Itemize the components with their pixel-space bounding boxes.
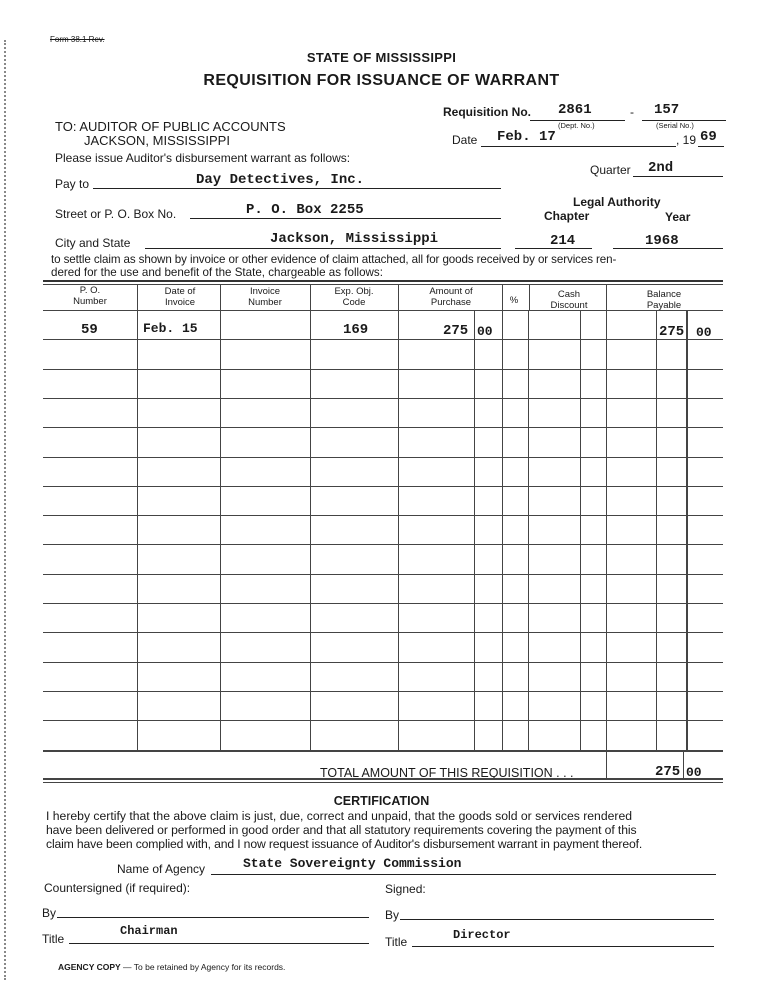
table-cents-divider [687, 310, 688, 750]
legal-year-value: 1968 [645, 233, 679, 249]
table-bottom-rule [43, 778, 723, 780]
quarter-line [633, 176, 723, 177]
table-row-rule [43, 574, 723, 575]
header-balance-payable: Balance Payable [646, 289, 682, 311]
row1-amount-cents: 00 [477, 324, 493, 339]
agency-label: Name of Agency [117, 862, 206, 876]
signed-title-label: Title [385, 935, 408, 949]
punch-hole-edge [4, 40, 6, 980]
total-dollars: 275 [655, 764, 681, 780]
table-header-divider [529, 284, 530, 310]
header-amount-of-purchase: Amount of Purchase [429, 286, 473, 308]
street-value: P. O. Box 2255 [246, 202, 364, 218]
row1-balance-dollars: 275 [659, 324, 685, 340]
dept-no-value: 2861 [558, 102, 592, 118]
header-exp-obj-code: Exp. Obj. Code [334, 286, 374, 308]
table-header-divider [310, 284, 311, 310]
row1-invoice-date: Feb. 15 [143, 321, 198, 336]
row1-balance-cents: 00 [696, 325, 712, 340]
table-top-rule-2 [43, 284, 723, 285]
city-value: Jackson, Mississippi [270, 231, 439, 247]
instruction-text: Please issue Auditor's disbursement warrant as follows: [55, 151, 351, 165]
header-percent: % [509, 295, 519, 306]
requisition-label: Requisition No. [443, 105, 531, 119]
pay-to-value: Day Detectives, Inc. [196, 172, 365, 188]
table-header-divider [137, 284, 138, 310]
table-column-divider [528, 310, 529, 750]
header-invoice-number: Invoice Number [248, 286, 282, 308]
requisition-dash: - [630, 105, 634, 119]
footer-copy-text: — To be retained by Agency for its records. [123, 962, 286, 972]
signed-title-value: Director [453, 928, 511, 942]
footer-copy-label: AGENCY COPY [58, 962, 121, 972]
table-row-rule [43, 603, 723, 604]
table-row-rule [43, 691, 723, 692]
settle-text-1: to settle claim as shown by invoice or other evidence of claim attached, all for goods received by or services ren- [51, 253, 617, 266]
header-date-of-invoice: Date of Invoice [164, 286, 196, 308]
table-header-divider [398, 284, 399, 310]
table-bottom-rule-2 [43, 782, 723, 783]
table-column-divider [606, 310, 607, 750]
quarter-value: 2nd [648, 160, 674, 176]
table-column-divider [220, 310, 221, 750]
table-column-divider [310, 310, 311, 750]
year-label: Year [665, 210, 691, 224]
countersign-title-label: Title [42, 932, 65, 946]
table-cents-divider [474, 310, 475, 750]
table-row-rule [43, 662, 723, 663]
to-line-2: JACKSON, MISSISSIPPI [84, 133, 230, 148]
chapter-value: 214 [550, 233, 576, 249]
city-label: City and State [55, 236, 131, 250]
date-year-line [698, 146, 724, 147]
quarter-label: Quarter [590, 163, 631, 177]
pay-to-label: Pay to [55, 177, 90, 191]
table-row-rule [43, 339, 723, 340]
row1-po-number: 59 [81, 322, 98, 338]
table-total-top-rule [43, 751, 723, 752]
table-cents-divider [580, 310, 581, 750]
table-column-divider [398, 310, 399, 750]
chapter-label: Chapter [544, 209, 590, 223]
total-divider [606, 750, 607, 778]
city-line [145, 248, 501, 249]
table-row-rule [43, 720, 723, 721]
page-title: REQUISITION FOR ISSUANCE OF WARRANT [203, 72, 560, 89]
countersign-title-value: Chairman [120, 924, 178, 938]
signed-by-label: By [385, 908, 400, 922]
certification-line-3: claim have been complied with, and I now request issuance of Auditor's disbursement warrant in payment thereof. [46, 837, 643, 851]
state-heading: STATE OF MISSISSIPPI [306, 50, 457, 65]
header-po-number: P. O. Number [73, 285, 107, 307]
table-header-divider [606, 284, 607, 310]
table-top-rule [43, 280, 723, 282]
total-cents-divider [683, 750, 684, 778]
signed-label: Signed: [385, 882, 426, 896]
table-row-rule [43, 486, 723, 487]
header-cash-discount: Cash Discount [550, 289, 588, 311]
claims-table [43, 280, 723, 788]
row1-amount-dollars: 275 [443, 323, 469, 339]
countersigned-label: Countersigned (if required): [44, 881, 191, 895]
total-cents: 00 [686, 765, 702, 780]
dept-no-caption: (Dept. No.) [558, 121, 595, 130]
table-row-rule [43, 457, 723, 458]
certification-line-2: have been delivered or performed in good order and that all statutory requirements covering the payment of this [46, 823, 637, 837]
table-row-rule [43, 398, 723, 399]
table-row-rule [43, 369, 723, 370]
table-header-divider [220, 284, 221, 310]
form-number: Form 38.1 Rev. [50, 35, 105, 44]
date-year-value: 69 [700, 129, 717, 145]
date-year-prefix: , 19 [676, 133, 697, 147]
date-label: Date [452, 133, 478, 147]
countersign-by-line [57, 917, 369, 918]
agency-line [211, 874, 716, 875]
table-row-rule [43, 544, 723, 545]
date-line [481, 146, 676, 147]
street-label: Street or P. O. Box No. [55, 207, 177, 221]
certification-heading: CERTIFICATION [333, 794, 430, 808]
signed-by-line [400, 919, 714, 920]
serial-no-caption: (Serial No.) [656, 121, 694, 130]
table-row-rule [43, 632, 723, 633]
table-header-rule [43, 310, 723, 311]
row1-exp-code: 169 [343, 322, 369, 338]
table-header-divider [502, 284, 503, 310]
total-label: TOTAL AMOUNT OF THIS REQUISITION . . . [320, 766, 574, 780]
signed-title-line [412, 946, 714, 947]
settle-text-2: dered for the use and benefit of the State, chargeable as follows: [51, 266, 383, 279]
legal-authority-label: Legal Authority [573, 195, 661, 209]
table-row-rule [43, 515, 723, 516]
agency-value: State Sovereignty Commission [243, 856, 462, 871]
countersign-title-line [69, 943, 369, 944]
table-row-rule [43, 427, 723, 428]
footer-note [58, 962, 285, 972]
date-value: Feb. 17 [497, 129, 556, 145]
serial-no-value: 157 [654, 102, 680, 118]
table-cents-divider [656, 310, 657, 750]
countersign-by-label: By [42, 906, 57, 920]
table-column-divider [137, 310, 138, 750]
certification-line-1: I hereby certify that the above claim is just, due, correct and unpaid, that the goods sold or services rendered [46, 809, 632, 823]
street-line [190, 218, 501, 219]
to-line-1: TO: AUDITOR OF PUBLIC ACCOUNTS [55, 119, 286, 134]
pay-to-line [93, 188, 501, 189]
table-column-divider [502, 310, 503, 750]
